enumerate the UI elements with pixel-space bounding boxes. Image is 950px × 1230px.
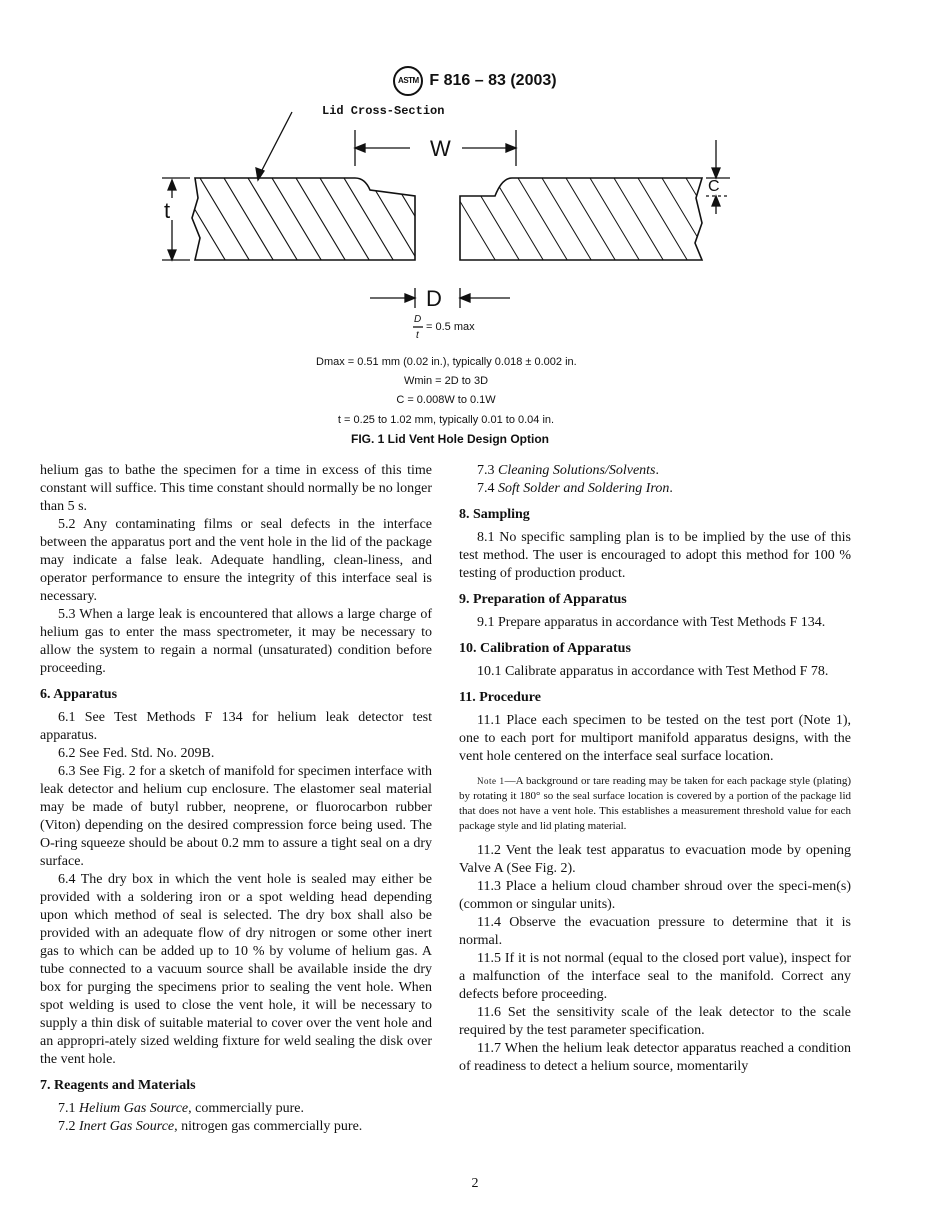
section-6-heading: 6. Apparatus xyxy=(40,687,118,702)
paragraph-11-1: 11.1 Place each specimen to be tested on the test port (Note 1), one to each port for multiport manifold apparatus designs, with the vent hole centered on the interface seal surface location. xyxy=(459,713,851,764)
section-8-heading: 8. Sampling xyxy=(459,507,530,522)
t-dimension-label: t xyxy=(164,198,171,223)
paragraph-7-3: 7.3 Cleaning Solutions/Solvents. xyxy=(477,463,659,478)
paragraph-11-7: 11.7 When the helium leak detector apparatus reached a condition of readiness to detect a helium source, momentarily xyxy=(459,1041,851,1074)
section-7-heading: 7. Reagents and Materials xyxy=(40,1078,196,1093)
paragraph-11-5: 11.5 If it is not normal (equal to the closed port value), inspect for a malfunction of the interface seal to the manifold. Correct any defects before proceeding. xyxy=(459,951,851,1002)
spec-dmax: Dmax = 0.51 mm (0.02 in.), typically 0.018 ± 0.002 in. xyxy=(316,356,577,368)
ratio-denominator: t xyxy=(416,330,419,341)
lid-cross-section-label: Lid Cross-Section xyxy=(322,104,445,118)
d-dimension-label: D xyxy=(426,286,442,311)
paragraph-8-1: 8.1 No specific sampling plan is to be implied by the use of this test method. The user is encouraged to adopt this method for 100 % testing of production product. xyxy=(459,530,851,581)
paragraph-5-1-cont: helium gas to bathe the specimen for a time in excess of this time constant will suffice. This time constant should normally be no longer than 5 s. xyxy=(40,463,432,514)
paragraph-7-2: 7.2 Inert Gas Source, nitrogen gas commercially pure. xyxy=(58,1119,363,1134)
figure-1 xyxy=(150,98,800,448)
section-10-heading: 10. Calibration of Apparatus xyxy=(459,641,631,656)
page-number: 2 xyxy=(471,1176,479,1191)
astm-logo-icon: ASTM xyxy=(393,66,423,96)
paragraph-6-3: 6.3 See Fig. 2 for a sketch of manifold for specimen interface with leak detector and helium cup enclosure. The elastomer seal material may be made of butyl rubber, neoprene, or fluorocarbon rubber (Viton) depending on the desired compression force being used. The O-ring squeeze should be about 0.2 mm to assure a tight seal on a dry surface. xyxy=(40,764,432,869)
designation: F 816 – 83 (2003) xyxy=(429,72,557,90)
paragraph-6-2: 6.2 See Fed. Std. No. 209B. xyxy=(58,746,215,761)
paragraph-7-4: 7.4 Soft Solder and Soldering Iron. xyxy=(477,481,673,496)
ratio-numerator: D xyxy=(414,314,422,325)
spec-t: t = 0.25 to 1.02 mm, typically 0.01 to 0.04 in. xyxy=(337,414,555,426)
ratio-value: = 0.5 max xyxy=(426,321,475,333)
paragraph-11-3: 11.3 Place a helium cloud chamber shroud over the speci-men(s) (common or singular units). xyxy=(459,879,851,912)
paragraph-7-1: 7.1 Helium Gas Source, commercially pure. xyxy=(58,1101,304,1116)
spec-wmin: Wmin = 2D to 3D xyxy=(403,375,489,387)
paragraph-9-1: 9.1 Prepare apparatus in accordance with Test Methods F 134. xyxy=(477,615,826,630)
paragraph-5-3: 5.3 When a large leak is encountered that allows a large charge of helium gas to enter the mass spectrometer, it may be necessary to allow the system to regain a normal (unsaturated) condition before proceeding. xyxy=(40,607,432,676)
right-column xyxy=(459,462,851,1076)
section-11-heading: 11. Procedure xyxy=(459,690,541,705)
paragraph-6-4: 6.4 The dry box in which the vent hole is sealed may either be provided with a soldering iron or a spot welding head depending upon which method of seal is selected. The dry box shall also be provided with an adequate flow of dry nitrogen or some other inert gas to which can be added up to 10 % by volume of helium gas. A tube connected to a vacuum source shall be available inside the dry box for purging the specimens prior to sealing the vent hole. When spot welding is used to close the vent hole, it will be necessary to supply a thin disk of suitable material to cover over the vent hole and an appropri-ately sized welding fixture for weld sealing the disk over the vent hole. xyxy=(40,872,432,1067)
left-column xyxy=(40,462,432,1136)
page-header xyxy=(0,66,950,96)
paragraph-11-2: 11.2 Vent the leak test apparatus to evacuation mode by opening Valve A (See Fig. 2). xyxy=(459,843,851,876)
w-dimension-label: W xyxy=(430,136,451,161)
note-1: Note 1—A background or tare reading may be taken for each package style (plating) by rotating it 180° so the seal surface location is covered by a portion of the package lid that does not have a vent hole. This establishes a measurement threshold value for each package style and lid plating material. xyxy=(459,775,851,832)
paragraph-6-1: 6.1 See Test Methods F 134 for helium leak detector test apparatus. xyxy=(40,710,432,743)
figure-caption: FIG. 1 Lid Vent Hole Design Option xyxy=(350,432,549,446)
section-9-heading: 9. Preparation of Apparatus xyxy=(459,592,627,607)
paragraph-11-6: 11.6 Set the sensitivity scale of the leak detector to the scale required by the test parameter specification. xyxy=(459,1005,851,1038)
c-dimension-label: C xyxy=(708,178,720,195)
paragraph-11-4: 11.4 Observe the evacuation pressure to determine that it is normal. xyxy=(459,915,851,948)
paragraph-5-2: 5.2 Any contaminating films or seal defects in the interface between the apparatus port and the vent hole in the lid of the package may indicate a false leak. Adequate handling, clean-liness, and operator performance to ensure the integrity of this interface seal is necessary. xyxy=(40,517,432,604)
spec-c: C = 0.008W to 0.1W xyxy=(396,394,496,406)
paragraph-10-1: 10.1 Calibrate apparatus in accordance with Test Method F 78. xyxy=(477,664,829,679)
